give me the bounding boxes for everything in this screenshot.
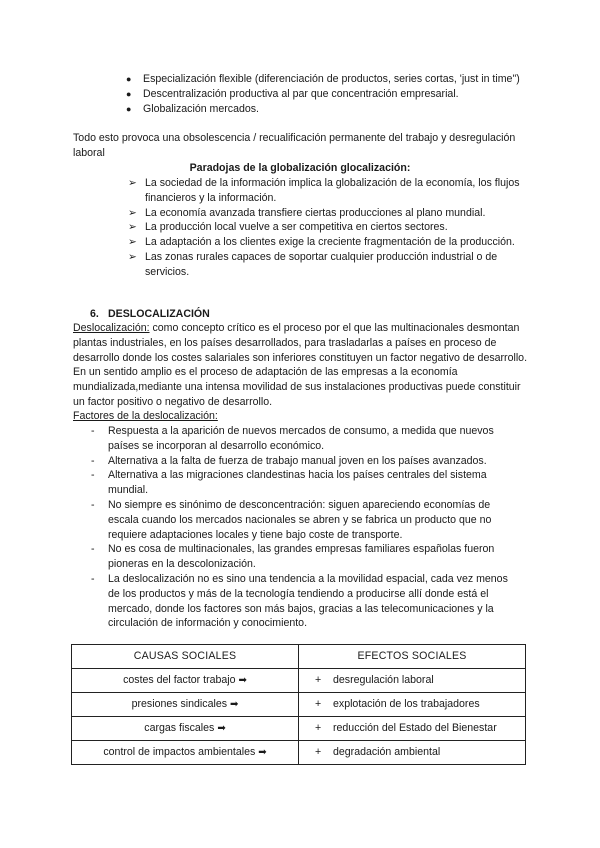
plus-icon: + [315, 722, 322, 735]
definition-term: Deslocalización: [73, 322, 150, 334]
arrowhead-bullet-icon: ➢ [128, 250, 137, 263]
table-row [72, 693, 526, 717]
arrowhead-bullet-icon: ➢ [128, 206, 137, 219]
list-item: - Alternativa a las migraciones clandestinas hacia los países centrales del sistema mundial. [91, 469, 487, 497]
arrowhead-bullet-icon: ➢ [128, 177, 137, 189]
bullet-icon: ● [126, 74, 132, 84]
dash-bullet-icon: - [91, 543, 95, 556]
list-item: ➢ Las zonas rurales capaces de soportar cualquier producción industrial o de servicios. [128, 250, 498, 278]
list-item: - No es cosa de multinacionales, las grandes empresas familiares españolas fueron pioneras en la descolonización. [91, 543, 495, 571]
plus-icon: + [315, 746, 322, 759]
list-item: ➢ La adaptación a los clientes exige la creciente fragmentación de la producción. [128, 236, 515, 249]
paradox-heading: Paradojas de la globalización glocalización: [189, 162, 411, 174]
right-arrow-icon: ➡ [258, 746, 267, 758]
list-item: ● Especialización flexible (diferenciación de productos, series cortas, 'just in time") [126, 73, 520, 85]
dash-bullet-icon: - [91, 469, 95, 482]
section-number: 6. [90, 308, 99, 320]
factors-list [91, 424, 521, 631]
list-item: - La deslocalización no es sino una tendencia a la movilidad espacial, cada vez menos de los productos y más de la tecnología tendiendo a producirse allí donde está el mercado, donde los factores son más bajos, gracias a las telecomunicaciones y la circulación de información y conocimiento. [91, 572, 508, 630]
effect-cell: + explotación de los trabajadores [299, 693, 526, 717]
cause-cell: costes del factor trabajo ➡ [72, 669, 299, 693]
definition-paragraph [73, 321, 533, 410]
bullet-icon: ● [126, 88, 132, 99]
plus-icon: + [315, 698, 322, 711]
section-title: DESLOCALIZACIÓN [108, 308, 210, 320]
arrowhead-bullet-icon: ➢ [128, 221, 137, 234]
dash-bullet-icon: - [91, 498, 95, 511]
table-row [72, 741, 526, 765]
cause-cell: control de impactos ambientales ➡ [72, 741, 299, 765]
bullet-icon: ● [126, 103, 132, 114]
dash-bullet-icon: - [91, 572, 95, 585]
dash-bullet-icon: - [91, 425, 95, 437]
section-heading [90, 307, 210, 322]
paradox-list [128, 176, 528, 280]
list-item: ➢ La economía avanzada transfiere ciertas producciones al plano mundial. [128, 206, 486, 219]
list-item: ➢ La producción local vuelve a ser competitiva en ciertos sectores. [128, 221, 448, 234]
effect-cell: + desregulación laboral [299, 669, 526, 693]
dash-bullet-icon: - [91, 454, 95, 467]
definition-text: como concepto crítico es el proceso por el que las multinacionales desmontan plantas industriales, en los países desarrollados, para trasladarlas a países en proceso de desarrollo donde los costes salariales son inferiores constituyen un factor negativo de desarrollo. En un sentido amplio es el proceso de adaptación de las empresas a la economía mundializada,mediante una intensa movilidad de sus instalaciones productivas puede constituir un factor positivo o negativo de desarrollo. [73, 322, 528, 408]
right-arrow-icon: ➡ [238, 674, 247, 686]
list-item: ● Globalización mercados. [126, 102, 259, 115]
effect-cell: + degradación ambiental [299, 741, 526, 765]
causes-effects-table [71, 644, 526, 765]
list-item: ● Descentralización productiva al par que concentración empresarial. [126, 87, 459, 100]
right-arrow-icon: ➡ [229, 698, 239, 710]
list-item: - No siempre es sinónimo de desconcentración: siguen apareciendo economías de escala cuando los mercados nacionales se abren y se fabrica un producto que no requiere adaptaciones locales y tiene bajo coste de transporte. [91, 498, 492, 541]
arrowhead-bullet-icon: ➢ [128, 236, 137, 249]
list-item: ➢ La sociedad de la información implica la globalización de la economía, los flujos financieros y la información. [128, 177, 520, 204]
summary-paragraph: Todo esto provoca una obsolescencia / recualificación permanente del trabajo y desregulación laboral [73, 132, 516, 159]
list-item: - Respuesta a la aparición de nuevos mercados de consumo, a medida que nuevos países se incorporan al desarrollo económico. [91, 425, 494, 452]
list-item: - Alternativa a la falta de fuerza de trabajo manual joven en los países avanzados. [91, 454, 487, 467]
table-row [72, 717, 526, 741]
cause-cell: cargas fiscales ➡ [72, 717, 299, 741]
table-row [72, 669, 526, 693]
effect-cell: + reducción del Estado del Bienestar [299, 717, 526, 741]
causes-column-header: CAUSAS SOCIALES [72, 645, 299, 669]
factors-heading: Factores de la deslocalización: [73, 410, 218, 422]
table-header-row [72, 645, 526, 669]
effects-column-header: EFECTOS SOCIALES [299, 645, 526, 669]
plus-icon: + [315, 674, 322, 687]
top-bullet-list [126, 72, 526, 116]
cause-cell: presiones sindicales ➡ [72, 693, 299, 717]
right-arrow-icon: ➡ [217, 722, 226, 734]
